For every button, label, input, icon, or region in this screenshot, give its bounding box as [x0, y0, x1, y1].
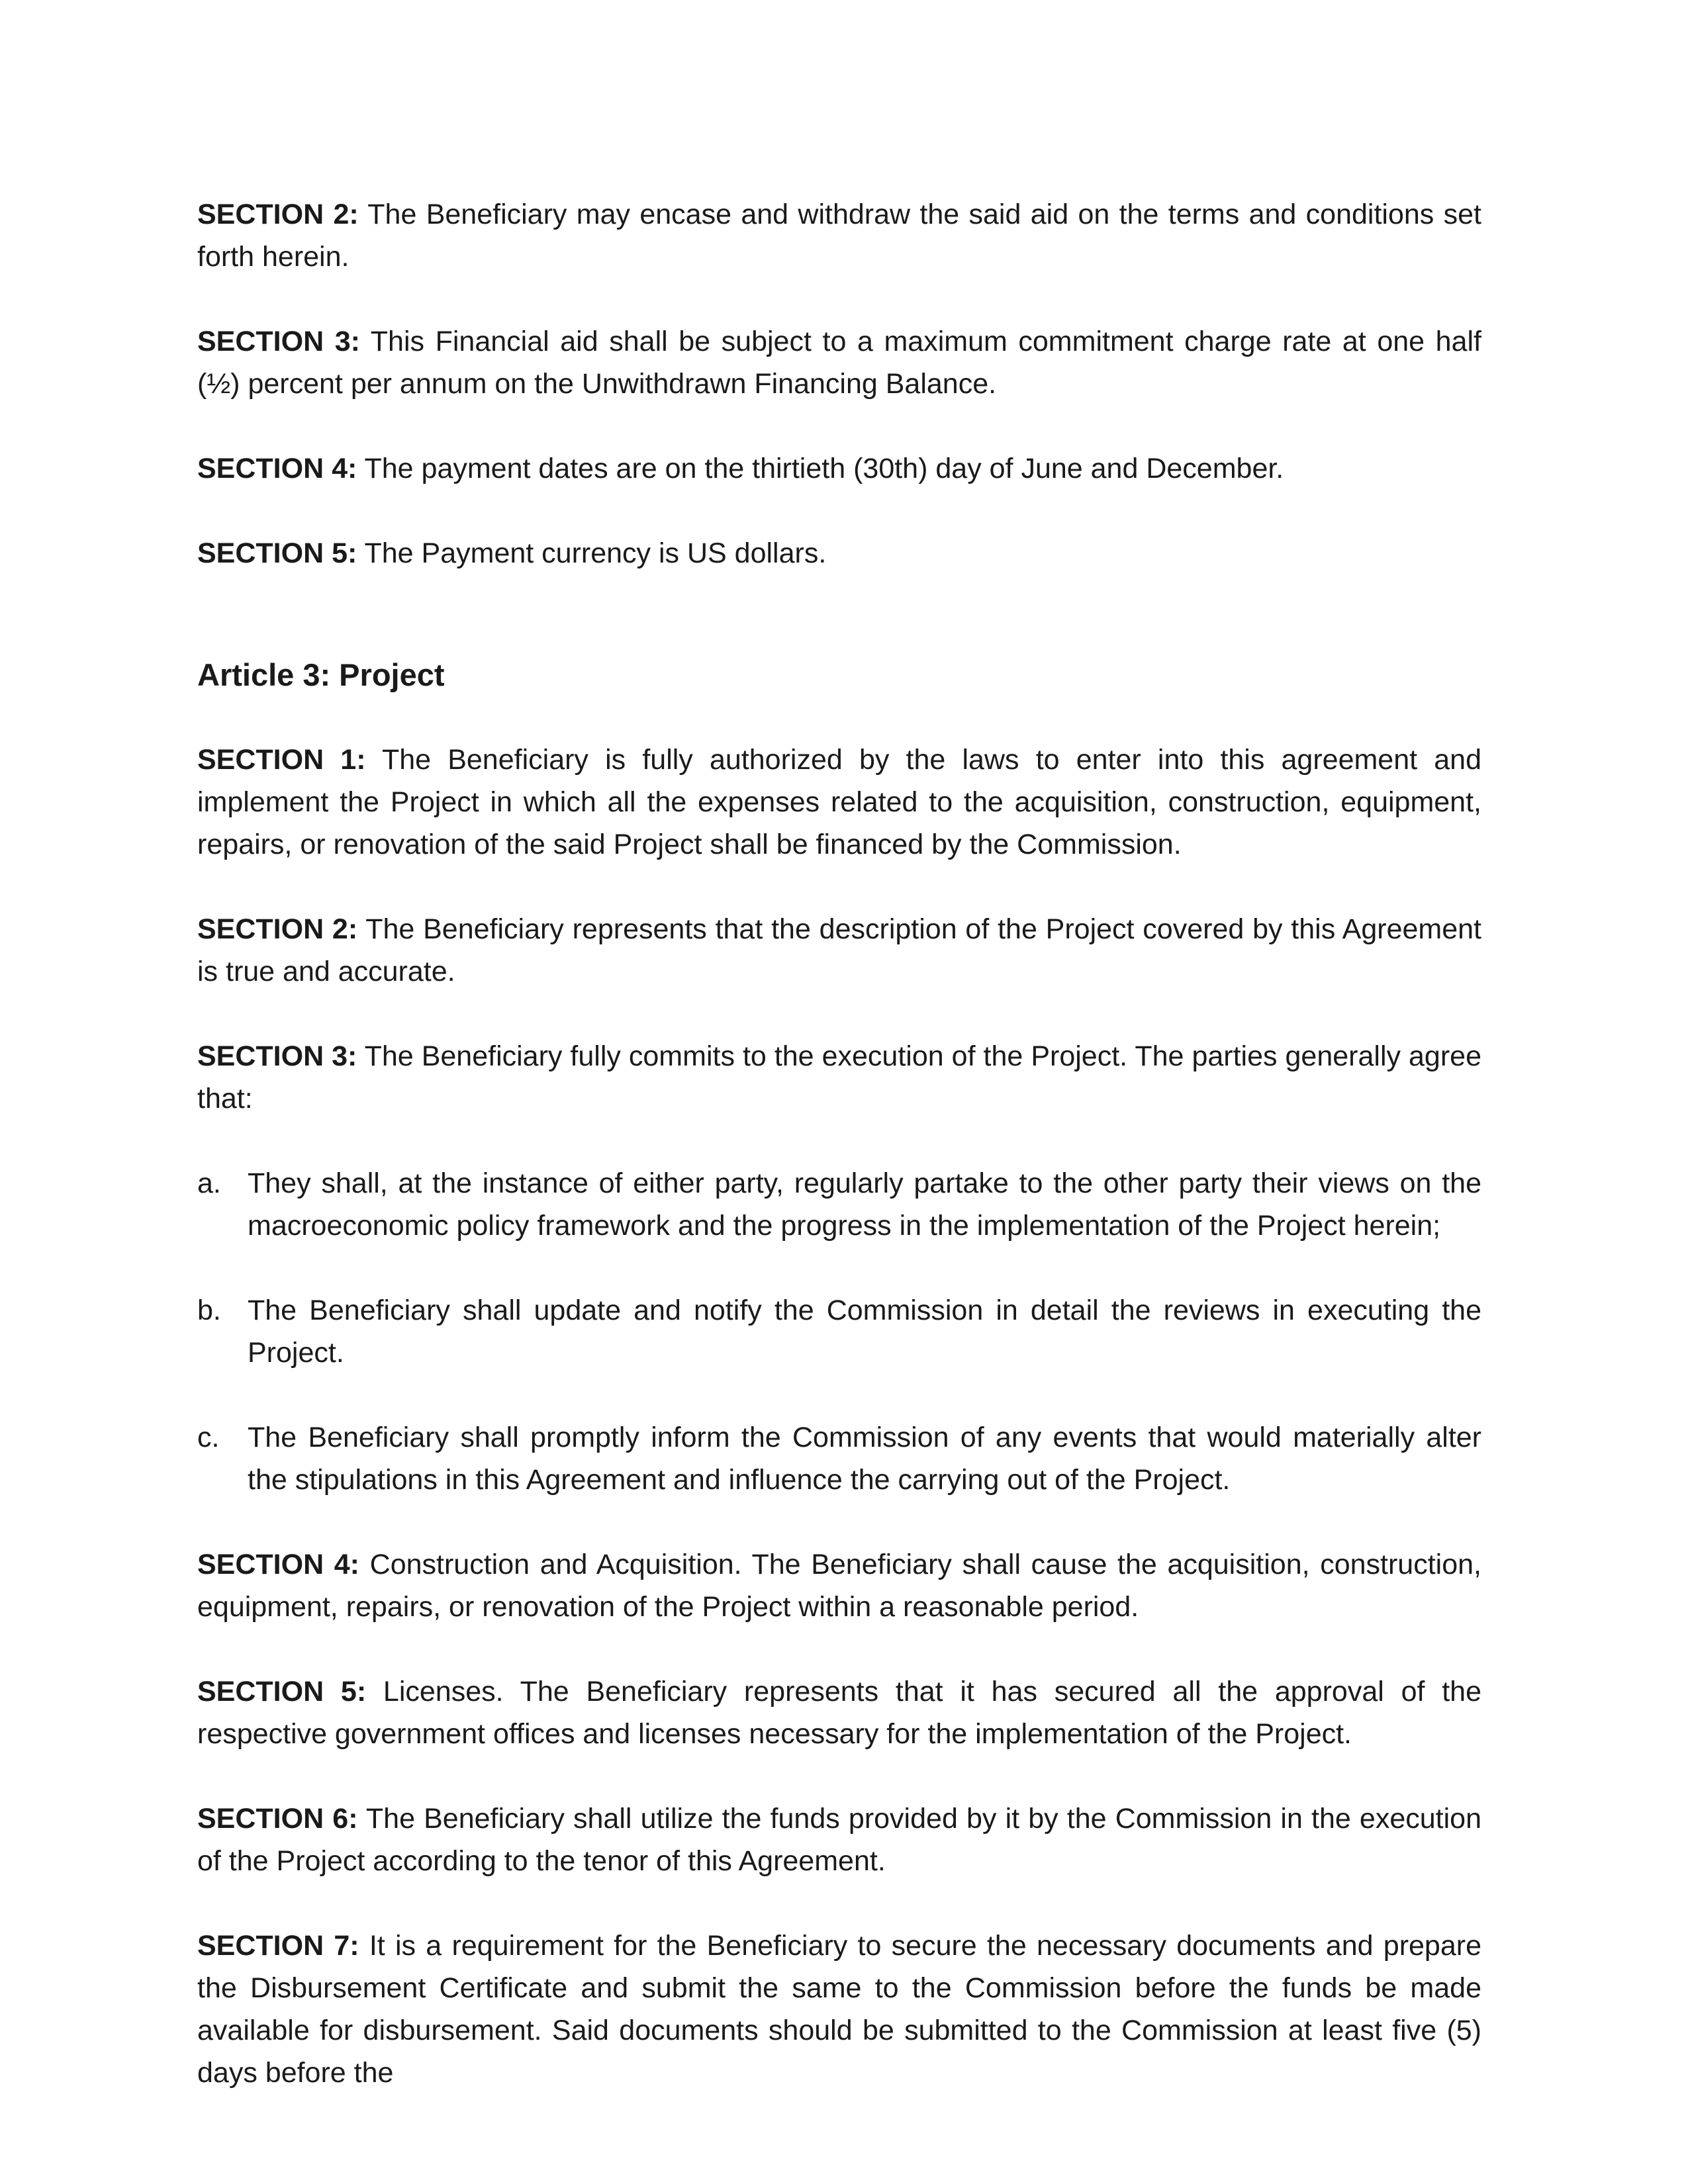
article3-heading: Article 3: Project — [197, 657, 445, 692]
section-text: The Beneficiary fully commits to the execution of the Project. The parties generally agree that: — [197, 1040, 1481, 1115]
article3-section-4 — [197, 1543, 1481, 1628]
section-text: Construction and Acquisition. The Beneficiary shall cause the acquisition, construction, equipment, repairs, or renovation of the Project within a reasonable period. — [197, 1549, 1481, 1623]
section-label: SECTION 2: — [197, 913, 358, 945]
article3-section-5 — [197, 1670, 1481, 1755]
article3-section-2 — [197, 908, 1481, 993]
section-label: SECTION 6: — [197, 1803, 358, 1835]
list-text: They shall, at the instance of either party, regularly partake to the other party their views on the macroeconomic policy framework and the progress in the implementation of the Project herein; — [248, 1167, 1481, 1242]
list-text: The Beneficiary shall promptly inform the Commission of any events that would materially alter the stipulations in this Agreement and influence the carrying out of the Project. — [248, 1422, 1481, 1496]
list-item-a — [197, 1162, 1481, 1247]
article2-section-4 — [197, 447, 1481, 490]
article3-section-7 — [197, 1925, 1481, 2094]
document-body — [197, 193, 1481, 2136]
list-item-b — [197, 1289, 1481, 1374]
article2-section-2 — [197, 193, 1481, 278]
list-marker: a. — [197, 1167, 221, 1199]
list-item-c — [197, 1416, 1481, 1501]
section-label: SECTION 7: — [197, 1930, 359, 1962]
article3-section-1 — [197, 739, 1481, 866]
section-text: Licenses. The Beneficiary represents that it has secured all the approval of the respective government offices and licenses necessary for the implementation of the Project. — [197, 1676, 1481, 1750]
list-marker: b. — [197, 1295, 221, 1326]
section-label: SECTION 5: — [197, 537, 357, 569]
section-text: It is a requirement for the Beneficiary to secure the necessary documents and prepare the Disbursement Certificate and submit the same to the Commission before the funds be made available for disbursement. Said documents should be submitted to the Commission at least five (5) days before the — [197, 1930, 1481, 2089]
article3-section-3 — [197, 1035, 1481, 1120]
list-marker: c. — [197, 1422, 220, 1453]
section-label: SECTION 2: — [197, 199, 359, 230]
section-label: SECTION 3: — [197, 326, 360, 357]
section-label: SECTION 5: — [197, 1676, 367, 1707]
section-text: The Beneficiary shall utilize the funds provided by it by the Commission in the execution of the Project according to the tenor of this Agreement. — [197, 1803, 1481, 1877]
article3-section-6 — [197, 1797, 1481, 1882]
section-label: SECTION 4: — [197, 1549, 360, 1580]
section-text: The Beneficiary may encase and withdraw the said aid on the terms and conditions set forth herein. — [197, 199, 1481, 273]
article2-section-3 — [197, 320, 1481, 405]
section-text: The Beneficiary is fully authorized by the laws to enter into this agreement and implement the Project in which all the expenses related to the acquisition, construction, equipment, repairs, or renovation of the said Project shall be financed by the Commission. — [197, 744, 1481, 860]
section-text: This Financial aid shall be subject to a maximum commitment charge rate at one half (½) percent per annum on the Unwithdrawn Financing Balance. — [197, 326, 1481, 400]
section-label: SECTION 4: — [197, 453, 357, 484]
section-text: The Beneficiary represents that the description of the Project covered by this Agreement is true and accurate. — [197, 913, 1481, 987]
section-text: The Payment currency is US dollars. — [357, 537, 827, 569]
section-text: The payment dates are on the thirtieth (30th) day of June and December. — [357, 453, 1284, 484]
section-label: SECTION 1: — [197, 744, 366, 776]
section-label: SECTION 3: — [197, 1040, 357, 1072]
list-text: The Beneficiary shall update and notify the Commission in detail the reviews in executing the Project. — [248, 1295, 1481, 1369]
article2-section-5 — [197, 532, 1481, 574]
